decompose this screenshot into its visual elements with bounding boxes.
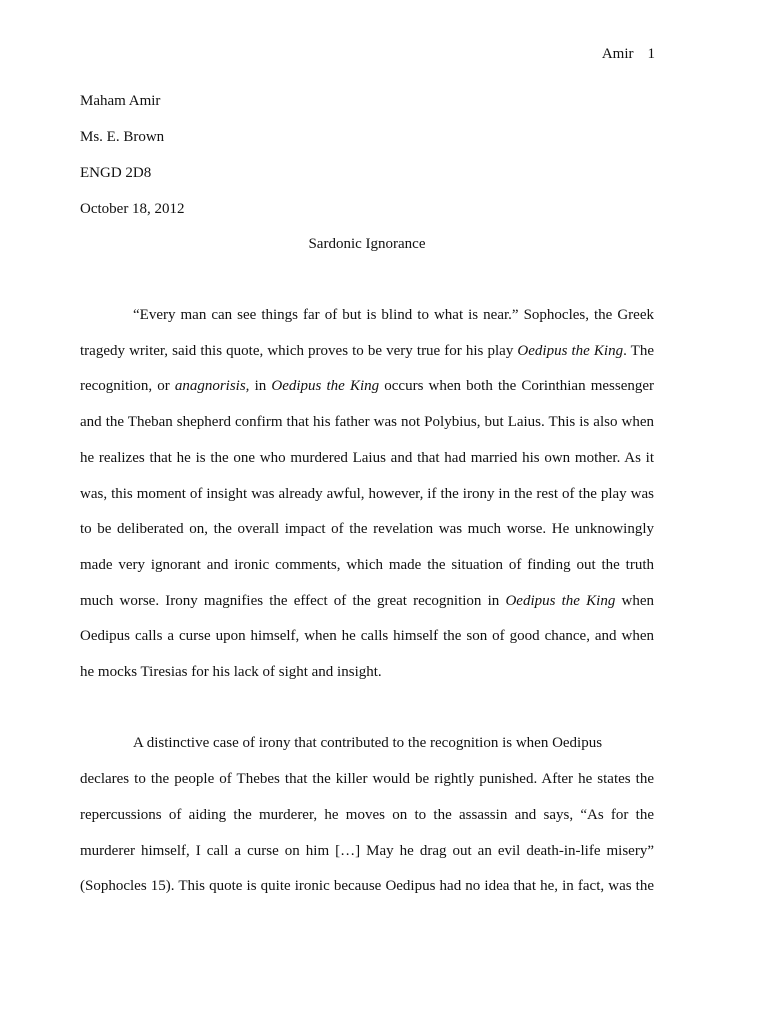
p2-line-3: repercussions of aiding the murderer, he moves on to the assassin and says, “As for the [80,807,654,823]
p1-line-2-italic: Oedipus the King [517,343,624,359]
p2-line-2: declares to the people of Thebes that the killer would be rightly punished. After he states the [80,771,654,787]
essay-date: October 18, 2012 [80,201,185,217]
p1-line-9-text: much worse. Irony magnifies the effect of the great recognition in [80,593,506,609]
p1-line-10: Oedipus calls a curse upon himself, when he calls himself the son of good chance, and when [80,628,654,644]
p1-line-3-in: in [249,378,272,394]
p1-line-3-text: recognition, or [80,378,175,394]
p1-line-2-text: tragedy writer, said this quote, which proves to be very true for his play [80,343,518,359]
p1-line-3 [80,378,654,395]
p1-line-2 [80,343,654,360]
header-surname: Amir [601,46,634,62]
p1-line-11: he mocks Tiresias for his lack of sight and insight. [80,664,382,680]
p1-line-1: “Every man can see things far of but is blind to what is near.” Sophocles, the Greek [133,307,654,323]
p1-line-3-italic-term: anagnorisis, [174,378,250,394]
course-code: ENGD 2D8 [80,165,152,181]
p1-line-7: to be deliberated on, the overall impact of the revelation was much worse. He unknowingly [80,521,654,537]
p1-line-8: made very ignorant and ironic comments, which made the situation of finding out the truth [80,557,654,573]
p2-line-5: (Sophocles 15). This quote is quite ironic because Oedipus had no idea that he, in fact, was the [80,878,654,894]
p1-line-4: and the Theban shepherd confirm that his father was not Polybius, but Laius. This is also when [80,414,654,430]
p1-line-6: was, this moment of insight was already awful, however, if the irony in the rest of the play was [80,486,654,502]
p1-line-9-italic: Oedipus the King [505,593,616,609]
student-name: Maham Amir [80,93,161,109]
p2-line-4: murderer himself, I call a curse on him […] May he drag out an evil death-in-life misery” [80,843,654,859]
p2-line-1: A distinctive case of irony that contributed to the recognition is when Oedipus [133,735,603,751]
running-header [602,46,655,63]
p1-line-3-end: occurs when both the Corinthian messenger [379,378,655,394]
essay-title: Sardonic Ignorance [308,236,426,252]
p1-line-2-end: . The [623,343,655,359]
p1-line-5: he realizes that he is the one who murdered Laius and that had married his own mother. As it [80,450,654,466]
p1-line-9-end: when [615,593,654,609]
teacher-name: Ms. E. Brown [80,129,165,145]
p1-line-3-italic-title: Oedipus the King [271,378,380,394]
p1-line-9 [80,593,654,610]
page-number: 1 [647,46,655,62]
